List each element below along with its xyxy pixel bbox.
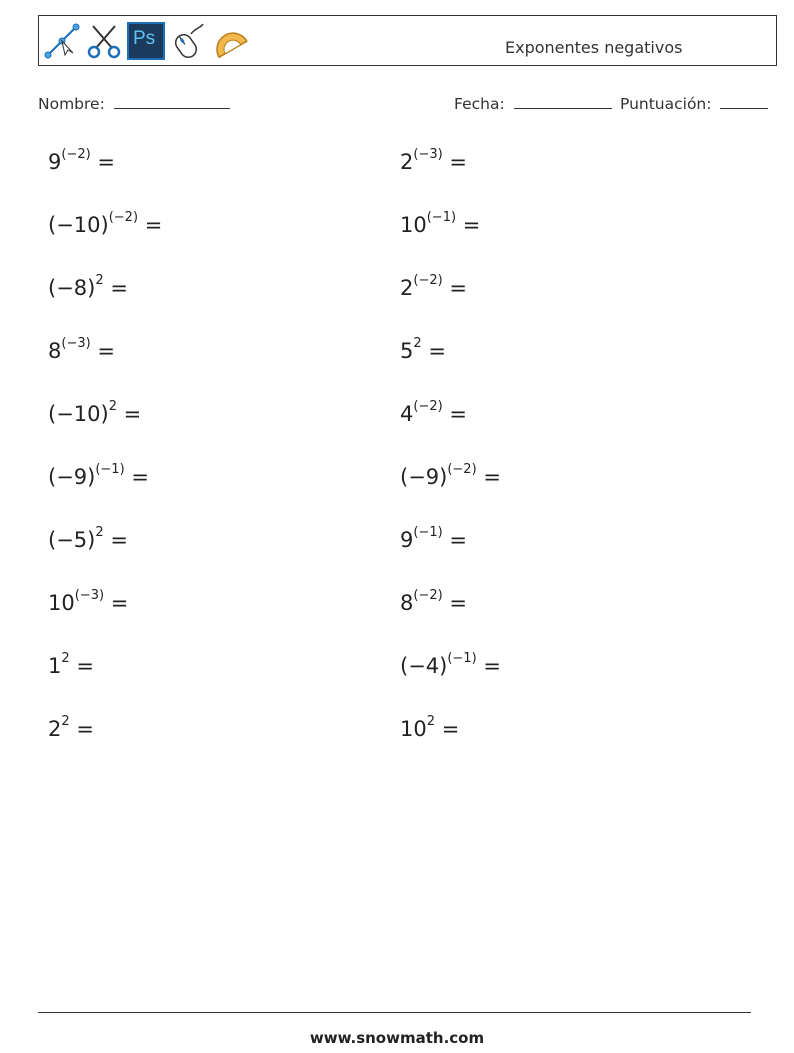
- footer-divider: [38, 1012, 751, 1013]
- name-label: Nombre:: [38, 95, 105, 113]
- photoshop-label: Ps: [133, 28, 156, 49]
- score-field: [620, 94, 768, 113]
- problem-18: $(-4)^{(-1)}$ =: [400, 651, 501, 678]
- problem-6: $2^{(-2)}$ =: [400, 273, 467, 300]
- problem-20: $10^2$ =: [400, 714, 460, 741]
- problem-10: $4^{(-2)}$ =: [400, 399, 467, 426]
- problem-19: $2^2$ =: [48, 714, 94, 741]
- problem-17: $1^2$ =: [48, 651, 94, 678]
- problem-5: $(-8)^2$ =: [48, 273, 128, 300]
- footer-url[interactable]: www.snowmath.com: [309, 1029, 485, 1047]
- score-blank[interactable]: [720, 94, 768, 109]
- problem-3: $(-10)^{(-2)}$ =: [48, 210, 163, 237]
- problem-4: $10^{(-1)}$ =: [400, 210, 481, 237]
- date-label: Fecha:: [454, 95, 505, 113]
- problem-13: $(-5)^2$ =: [48, 525, 128, 552]
- name-field: [38, 94, 230, 113]
- name-blank[interactable]: [114, 94, 230, 109]
- problem-7: $8^{(-3)}$ =: [48, 336, 115, 363]
- problem-15: $10^{(-3)}$ =: [48, 588, 129, 615]
- protractor-icon: [211, 22, 249, 60]
- problem-1: $9^{(-2)}$ =: [48, 147, 115, 174]
- icon-strip: [43, 21, 249, 61]
- problem-2: $2^{(-3)}$ =: [400, 147, 467, 174]
- problem-12: $(-9)^{(-2)}$ =: [400, 462, 501, 489]
- problem-9: $(-10)^2$ =: [48, 399, 142, 426]
- photoshop-icon: [127, 22, 165, 60]
- problem-8: $5^2$ =: [400, 336, 446, 363]
- problem-14: $9^{(-1)}$ =: [400, 525, 467, 552]
- mouse-icon: [169, 22, 207, 60]
- date-field: [454, 94, 612, 113]
- score-label: Puntuación:: [620, 95, 712, 113]
- scissors-icon: [85, 22, 123, 60]
- date-blank[interactable]: [514, 94, 612, 109]
- line-tool-icon: [43, 22, 81, 60]
- problem-16: $8^{(-2)}$ =: [400, 588, 467, 615]
- header-box: [38, 15, 777, 66]
- problem-11: $(-9)^{(-1)}$ =: [48, 462, 149, 489]
- worksheet-title: Exponentes negativos: [505, 38, 683, 57]
